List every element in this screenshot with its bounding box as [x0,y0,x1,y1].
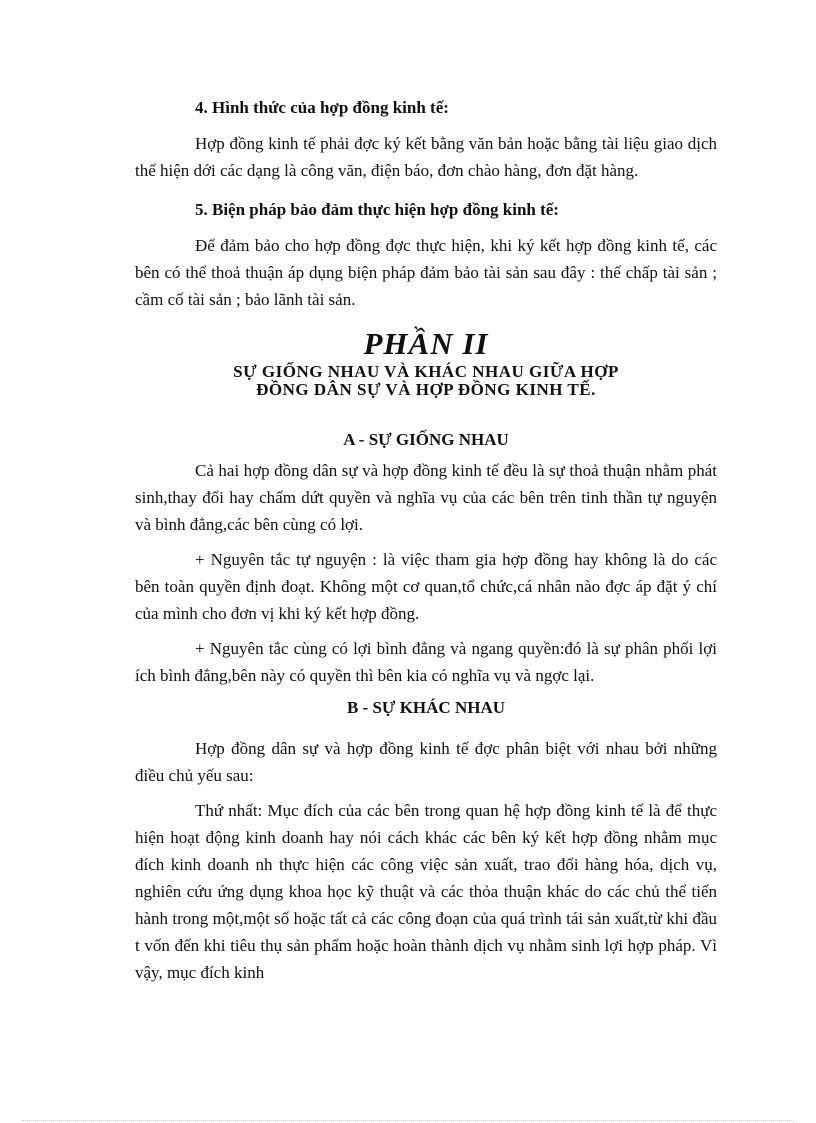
section-b-title: B - SỰ KHÁC NHAU [346,698,506,717]
part-title: PHẦN II [363,326,489,361]
section-a-paragraph-2: + Nguyên tắc tự nguyện : là việc tham gia hợp đồng hay không là do các bên toàn quyền định đoạt. Không một cơ quan,tổ chức,cá nhân nào đợc áp đặt ý chí của mình cho đơn vị khi ký kết hợp đồng. [135,550,717,623]
part-subtitle-line-1: SỰ GIỐNG NHAU VÀ KHÁC NHAU GIỮA HỢP [233,362,619,381]
part-subtitle-line-2: ĐỒNG DÂN SỰ VÀ HỢP ĐỒNG KINH TẾ. [256,380,596,399]
section-a-paragraph-1: Cả hai hợp đồng dân sự và hợp đồng kinh tế đều là sự thoả thuận nhằm phát sinh,thay đổi hay chấm dứt quyền và nghĩa vụ của các bên trên tinh thần tự nguyện và bình đẳng,các bên cùng có lợi. [135,461,717,534]
section-4-heading: 4. Hình thức của hợp đồng kinh tế: [195,98,449,117]
section-5-heading: 5. Biện pháp bảo đảm thực hiện hợp đồng kinh tế: [195,200,559,219]
section-a-paragraph-3: + Nguyên tắc cùng có lợi bình đẳng và ngang quyền:đó là sự phân phối lợi ích bình đẳng,bên này có quyền thì bên kia có nghĩa vụ và ngợc lại. [135,639,717,685]
section-5-paragraph: Để đảm bảo cho hợp đồng đợc thực hiện, khi ký kết hợp đồng kinh tế, các bên có thể thoả thuận áp dụng biện pháp đảm bảo tài sản sau đây : thế chấp tài sản ; cầm cố tài sản ; bảo lãnh tài sản. [135,236,717,309]
section-a-title: A - SỰ GIỐNG NHAU [343,430,509,449]
section-b-paragraph-1: Hợp đồng dân sự và hợp đồng kinh tế đợc phân biệt với nhau bởi những điều chủ yếu sau: [135,739,717,785]
document-page [135,96,717,994]
section-b-paragraph-2: Thứ nhất: Mục đích của các bên trong quan hệ hợp đồng kinh tế là để thực hiện hoạt động kinh doanh hay nói cách khác các bên ký kết hợp đồng nhằm mục đích kinh doanh nh thực hiện các công việc sản xuất, trao đổi hàng hóa, dịch vụ, nghiên cứu ứng dụng khoa học kỹ thuật và các thỏa thuận khác do các chủ thể tiến hành trong một,một số hoặc tất cả các công đoạn của quá trình tái sản xuất,từ khi đầu t vốn đến khi tiêu thụ sản phẩm hoặc hoàn thành dịch vụ nhằm sinh lợi hợp pháp. Vì vậy, mục đích kinh [135,801,717,982]
part-subtitle [135,363,717,399]
section-4-paragraph: Hợp đồng kinh tế phải đợc ký kết bằng văn bản hoặc bằng tài liệu giao dịch thể hiện dới các dạng là công văn, điện báo, đơn chào hàng, đơn đặt hàng. [135,134,717,180]
page-bottom-divider [22,1120,794,1121]
